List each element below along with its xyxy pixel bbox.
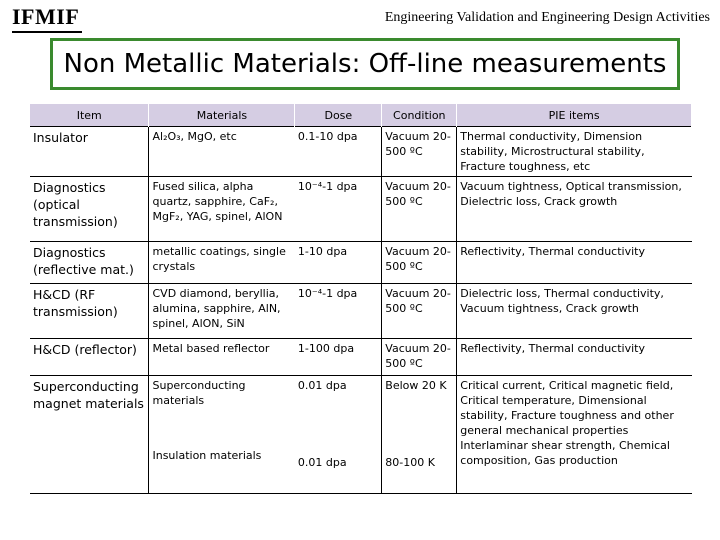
cell-item: Diagnostics (reflective mat.) [30, 242, 149, 284]
header-condition: Condition [382, 104, 457, 127]
cell-dose-superconducting: 0.01 dpa [297, 379, 347, 392]
cell-pie-superconducting: Critical current, Critical magnetic field, Critical temperature, Dimensional stability, Fracture toughness and other general mechanical properties [460, 379, 674, 437]
cell-condition [382, 376, 457, 494]
table-header-row [30, 104, 692, 127]
table-row [30, 242, 692, 284]
header-subtitle: Engineering Validation and Engineering Design Activities [384, 10, 710, 25]
cell-materials: Fused silica, alpha quartz, sapphire, CaF₂, MgF₂, YAG, spinel, AlON [149, 177, 295, 242]
cell-pie: Reflectivity, Thermal conductivity [457, 242, 692, 284]
header-pie-items: PIE items [457, 104, 692, 127]
cell-materials: Al₂O₃, MgO, etc [149, 127, 295, 177]
cell-condition: Vacuum 20-500 ºC [382, 242, 457, 284]
cell-dose: 1-100 dpa [295, 339, 382, 376]
cell-pie-insulation: Interlaminar shear strength, Chemical composition, Gas production [460, 439, 670, 467]
table-row [30, 284, 692, 339]
cell-materials: CVD diamond, beryllia, alumina, sapphire, AlN, spinel, AlON, SiN [149, 284, 295, 339]
cell-pie: Thermal conductivity, Dimension stability, Microstructural stability, Fracture toughness, etc [457, 127, 692, 177]
cell-dose: 0.1-10 dpa [295, 127, 382, 177]
table-row [30, 376, 692, 494]
header-dose: Dose [295, 104, 382, 127]
cell-item: Superconducting magnet materials [30, 376, 149, 494]
cell-item: H&CD (reflector) [30, 339, 149, 376]
materials-table [30, 104, 692, 494]
slide-title-box [50, 38, 680, 90]
cell-dose: 10⁻⁴-1 dpa [295, 177, 382, 242]
table-row [30, 127, 692, 177]
logo-underline [12, 31, 82, 33]
cell-item: H&CD (RF transmission) [30, 284, 149, 339]
cell-pie [457, 376, 692, 494]
header-item: Item [30, 104, 149, 127]
table-row [30, 177, 692, 242]
cell-materials-superconducting: Superconducting materials [152, 379, 246, 407]
cell-materials-insulation: Insulation materials [152, 449, 262, 462]
cell-dose: 1-10 dpa [295, 242, 382, 284]
cell-pie: Dielectric loss, Thermal conductivity, Vacuum tightness, Crack growth [457, 284, 692, 339]
slide-title: Non Metallic Materials: Off-line measurements [63, 49, 667, 79]
cell-dose [295, 376, 382, 494]
cell-materials [149, 376, 295, 494]
cell-condition-superconducting: Below 20 K [385, 379, 447, 392]
cell-dose-insulation: 0.01 dpa [297, 456, 347, 469]
header-materials: Materials [149, 104, 295, 127]
cell-pie: Vacuum tightness, Optical transmission, Dielectric loss, Crack growth [457, 177, 692, 242]
cell-materials: metallic coatings, single crystals [149, 242, 295, 284]
cell-condition: Vacuum 20-500 ºC [382, 127, 457, 177]
cell-condition: Vacuum 20-500 ºC [382, 177, 457, 242]
cell-condition: Vacuum 20-500 ºC [382, 284, 457, 339]
cell-materials: Metal based reflector [149, 339, 295, 376]
ifmif-logo: IFMIF [12, 4, 80, 29]
table-row [30, 339, 692, 376]
cell-item: Diagnostics (optical transmission) [30, 177, 149, 242]
cell-condition: Vacuum 20-500 ºC [382, 339, 457, 376]
cell-item: Insulator [30, 127, 149, 177]
cell-condition-insulation: 80-100 K [385, 456, 435, 469]
cell-dose: 10⁻⁴-1 dpa [295, 284, 382, 339]
cell-pie: Reflectivity, Thermal conductivity [457, 339, 692, 376]
